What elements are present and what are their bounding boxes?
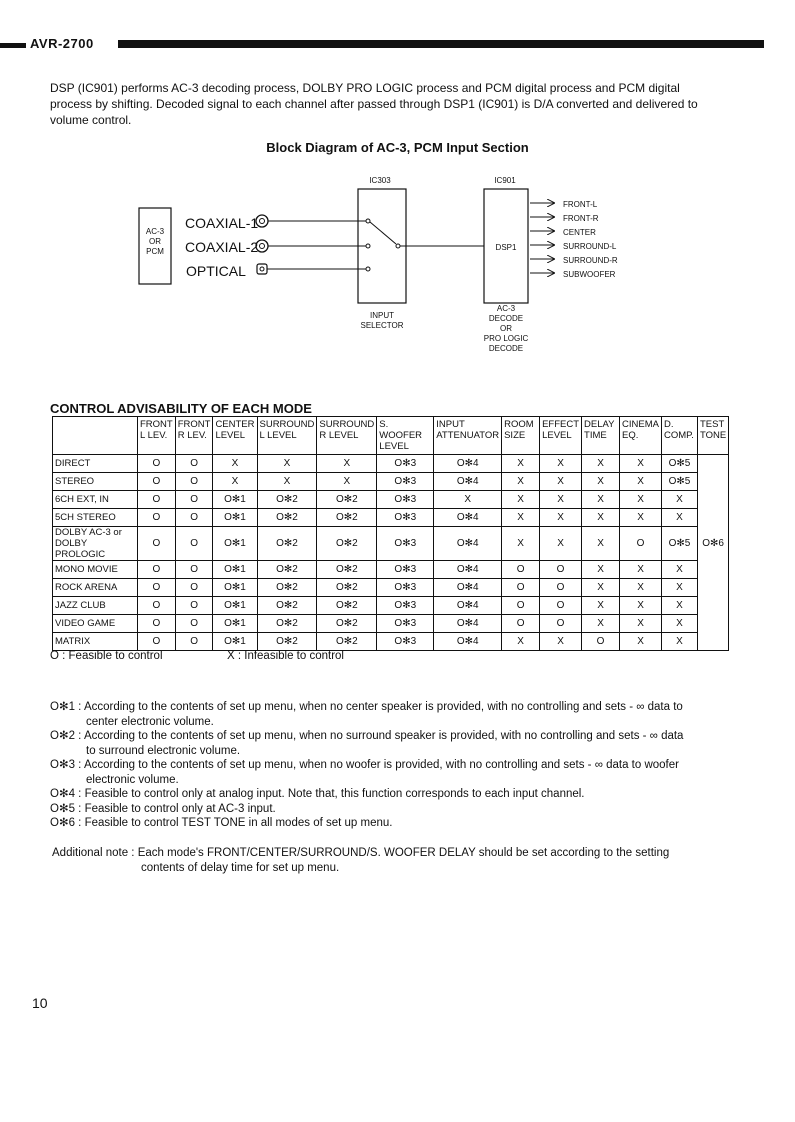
table-cell: X [540, 509, 582, 527]
table-cell: O✻3 [377, 579, 434, 597]
table-cell: O✻2 [317, 509, 377, 527]
decode-label-1: AC-3 [496, 304, 516, 313]
table-row [53, 615, 729, 633]
legend-infeasible: X : Infeasible to control [227, 650, 344, 662]
table-row [53, 491, 729, 509]
input-label-coaxial-1: COAXIAL-1 [185, 215, 259, 231]
table-cell: X [213, 473, 257, 491]
table-cell: X [620, 633, 662, 651]
table-cell: O [175, 633, 213, 651]
table-cell: O✻2 [317, 527, 377, 561]
test-tone-cell [698, 473, 729, 491]
source-line-3: PCM [146, 247, 164, 256]
table-cell: O✻2 [257, 615, 317, 633]
mode-name: DOLBY AC-3 or DOLBY PROLOGIC [53, 527, 138, 561]
table-cell: O [175, 597, 213, 615]
table-cell: O [138, 527, 176, 561]
header-cell: SURROUND L LEVEL [257, 417, 317, 455]
table-cell: O [138, 615, 176, 633]
table-header-row [53, 417, 729, 455]
table-cell: O [138, 509, 176, 527]
output-subwoofer: SUBWOOFER [563, 270, 616, 279]
table-cell: X [620, 491, 662, 509]
table-cell: O✻2 [257, 561, 317, 579]
test-tone-cell [698, 491, 729, 509]
table-cell: O✻2 [317, 561, 377, 579]
table-cell: O✻3 [377, 633, 434, 651]
table-cell: O✻4 [434, 597, 502, 615]
table-cell: O [175, 473, 213, 491]
footnote: O✻4 : Feasible to control only at analog input. Note that, this function corresponds to each input channel. [50, 788, 585, 800]
test-tone-cell [698, 597, 729, 615]
table-cell: X [620, 597, 662, 615]
table-cell: X [582, 491, 620, 509]
table-cell: O✻1 [213, 491, 257, 509]
table-cell: O✻5 [662, 455, 698, 473]
table-cell: O✻2 [257, 597, 317, 615]
table-row [53, 509, 729, 527]
table-cell: O✻5 [662, 473, 698, 491]
table-cell: X [502, 527, 540, 561]
table-cell: O [540, 579, 582, 597]
footnote: O✻6 : Feasible to control TEST TONE in all modes of set up menu. [50, 817, 393, 829]
table-cell: X [662, 615, 698, 633]
mode-name: MONO MOVIE [53, 561, 138, 579]
mode-name: 5CH STEREO [53, 509, 138, 527]
legend-feasible: O : Feasible to control [50, 650, 163, 662]
table-cell: O [138, 597, 176, 615]
header-cell: CENTER LEVEL [213, 417, 257, 455]
table-cell: O✻4 [434, 527, 502, 561]
table-cell: O✻3 [377, 615, 434, 633]
input-label-optical: OPTICAL [186, 263, 246, 279]
table-cell: O✻2 [317, 597, 377, 615]
additional-note [52, 846, 742, 876]
table-cell: O [502, 561, 540, 579]
footnote: O✻1 : According to the contents of set up menu, when no center speaker is provided, with no controlling and sets - ∞ data to center electronic volume. [50, 701, 683, 728]
table-cell: O✻2 [317, 491, 377, 509]
table-cell: X [582, 561, 620, 579]
mode-name: MATRIX [53, 633, 138, 651]
test-tone-cell [698, 561, 729, 579]
page-number: 10 [32, 995, 48, 1011]
table-cell: O [540, 561, 582, 579]
table-cell: X [662, 509, 698, 527]
table-cell: O✻4 [434, 579, 502, 597]
header-bar-left [0, 43, 26, 48]
table-cell: X [317, 455, 377, 473]
table-cell: O [175, 491, 213, 509]
table-cell: O [502, 579, 540, 597]
table-cell: X [317, 473, 377, 491]
table-cell: X [662, 491, 698, 509]
table-cell: X [582, 509, 620, 527]
table-cell: O✻1 [213, 561, 257, 579]
table-cell: O✻2 [257, 527, 317, 561]
table-cell: O✻3 [377, 509, 434, 527]
output-surround-r: SURROUND-R [563, 256, 618, 265]
header-cell: S. WOOFER LEVEL [377, 417, 434, 455]
table-cell: X [502, 491, 540, 509]
table-cell: X [502, 509, 540, 527]
footnotes [50, 700, 730, 831]
ic303-label: IC303 [369, 176, 391, 185]
intro-paragraph: DSP (IC901) performs AC-3 decoding process, DOLBY PRO LOGIC process and PCM digital process and PCM digital process by shifting. Decoded signal to each channel after passed through DSP1 (IC901) is D/A converted and delivered to volume control. [50, 81, 698, 127]
table-cell: O✻2 [257, 491, 317, 509]
source-box [139, 208, 171, 284]
table-cell: X [540, 527, 582, 561]
source-line-2: OR [149, 237, 161, 246]
table-cell: X [502, 633, 540, 651]
mode-name: ROCK ARENA [53, 579, 138, 597]
table-row [53, 455, 729, 473]
header-cell: EFFECT LEVEL [540, 417, 582, 455]
table-cell: X [662, 561, 698, 579]
table-cell: O✻1 [213, 597, 257, 615]
header-blank [53, 417, 138, 455]
table-cell: O [138, 473, 176, 491]
table-cell: O✻4 [434, 455, 502, 473]
footnote: O✻5 : Feasible to control only at AC-3 input. [50, 802, 276, 815]
table-cell: O [138, 633, 176, 651]
dsp-label: DSP1 [495, 243, 517, 252]
table-cell: X [257, 455, 317, 473]
table-cell: O✻2 [257, 509, 317, 527]
mode-name: JAZZ CLUB [53, 597, 138, 615]
diagram-title: Block Diagram of AC-3, PCM Input Section [266, 140, 529, 155]
table-cell: X [582, 527, 620, 561]
table-cell: X [620, 509, 662, 527]
table-cell: X [582, 579, 620, 597]
footnote: O✻2 : According to the contents of set up menu, when no surround speaker is provided, with no controlling and sets - ∞ data to surround electronic volume. [50, 730, 684, 757]
table-cell: X [434, 491, 502, 509]
table-cell: O✻4 [434, 615, 502, 633]
header-cell: TEST TONE [698, 417, 729, 455]
table-cell: O [138, 579, 176, 597]
table-cell: O✻4 [434, 633, 502, 651]
mode-name: VIDEO GAME [53, 615, 138, 633]
table-row [53, 579, 729, 597]
table-cell: O✻1 [213, 527, 257, 561]
table-cell: X [540, 473, 582, 491]
table-cell: X [540, 491, 582, 509]
footnote: O✻3 : According to the contents of set up menu, when no woofer is provided, with no controlling and sets - ∞ data to woofer electronic volume. [50, 759, 679, 786]
test-tone-cell [698, 509, 729, 527]
output-surround-l: SURROUND-L [563, 242, 617, 251]
table-cell: X [620, 561, 662, 579]
table-cell: X [582, 473, 620, 491]
decode-label-3: OR [500, 324, 512, 333]
table-cell: O [540, 615, 582, 633]
table-cell: O [582, 633, 620, 651]
table-cell: O [620, 527, 662, 561]
table-cell: O✻3 [377, 561, 434, 579]
header-cell: INPUT ATTENUATOR [434, 417, 502, 455]
mode-name: DIRECT [53, 455, 138, 473]
optical-jack-icon [257, 264, 267, 274]
table-cell: O [540, 597, 582, 615]
table-cell: X [662, 597, 698, 615]
table-cell: O✻2 [257, 579, 317, 597]
table-cell: O [138, 561, 176, 579]
table-cell: O✻1 [213, 509, 257, 527]
additional-note-line1: Each mode's FRONT/CENTER/SURROUND/S. WOOFER DELAY should be set according to the setting [137, 847, 670, 859]
test-tone-cell [698, 633, 729, 651]
table-cell: O [175, 527, 213, 561]
table-cell: O [138, 455, 176, 473]
table-title: CONTROL ADVISABILITY OF EACH MODE [50, 401, 312, 416]
table-cell: X [582, 597, 620, 615]
decode-label-2: DECODE [488, 314, 524, 323]
output-front-r: FRONT-R [563, 214, 599, 223]
table-cell: X [662, 633, 698, 651]
table-cell: X [257, 473, 317, 491]
table-cell: O✻5 [662, 527, 698, 561]
table-cell: O [175, 561, 213, 579]
model-title: AVR-2700 [30, 36, 94, 51]
table-cell: X [662, 579, 698, 597]
output-center: CENTER [563, 228, 596, 237]
table-cell: O✻2 [257, 633, 317, 651]
header-bar-right [118, 40, 764, 48]
table-cell: O [502, 615, 540, 633]
table-cell: O✻4 [434, 509, 502, 527]
table-cell: O [175, 615, 213, 633]
table-cell: O [175, 455, 213, 473]
table-cell: X [620, 473, 662, 491]
additional-note-label: Additional note : [52, 847, 135, 859]
table-cell: O [138, 491, 176, 509]
table-cell: O✻4 [434, 473, 502, 491]
input-label-coaxial-2: COAXIAL-2 [185, 239, 259, 255]
decode-label-5: DECODE [488, 344, 524, 353]
mode-name: 6CH EXT, IN [53, 491, 138, 509]
additional-note-line2: contents of delay time for set up menu. [141, 862, 340, 874]
table-cell: O✻3 [377, 455, 434, 473]
test-tone-cell: O✻6 [698, 527, 729, 561]
table-cell: X [620, 455, 662, 473]
table-cell: X [620, 615, 662, 633]
table-cell: O✻2 [317, 615, 377, 633]
table-cell: O✻3 [377, 491, 434, 509]
table-cell: X [582, 455, 620, 473]
header-cell: FRONT L LEV. [138, 417, 176, 455]
table-row [53, 597, 729, 615]
table-cell: O✻1 [213, 633, 257, 651]
test-tone-cell [698, 455, 729, 473]
table-cell: O✻1 [213, 615, 257, 633]
table-cell: X [620, 579, 662, 597]
header-cell: FRONT R LEV. [175, 417, 213, 455]
selector-label-1: INPUT [370, 311, 394, 320]
table-cell: X [582, 615, 620, 633]
table-cell: O✻2 [317, 633, 377, 651]
table-cell: O✻1 [213, 579, 257, 597]
table-row [53, 473, 729, 491]
header-cell: ROOM SIZE [502, 417, 540, 455]
header-cell: DELAY TIME [582, 417, 620, 455]
table-cell: X [502, 473, 540, 491]
source-line-1: AC-3 [145, 227, 165, 236]
table-cell: O [502, 597, 540, 615]
block-diagram [0, 160, 795, 370]
control-advisability-table [52, 416, 729, 651]
output-front-l: FRONT-L [563, 200, 598, 209]
ic901-label: IC901 [494, 176, 516, 185]
header-cell: D. COMP. [662, 417, 698, 455]
table-cell: O✻3 [377, 597, 434, 615]
table-cell: X [540, 633, 582, 651]
table-cell: O [175, 509, 213, 527]
table-row [53, 561, 729, 579]
table-cell: O✻2 [317, 579, 377, 597]
table-cell: O✻4 [434, 561, 502, 579]
header-cell: SURROUND R LEVEL [317, 417, 377, 455]
table-cell: O [175, 579, 213, 597]
selector-label-2: SELECTOR [360, 321, 404, 330]
test-tone-cell [698, 579, 729, 597]
table-cell: X [213, 455, 257, 473]
table-cell: X [540, 455, 582, 473]
table-row [53, 633, 729, 651]
table-cell: O✻3 [377, 527, 434, 561]
header-cell: CINEMA EQ. [620, 417, 662, 455]
table-row [53, 527, 729, 561]
table-cell: O✻3 [377, 473, 434, 491]
decode-label-4: PRO LOGIC [483, 334, 529, 343]
mode-name: STEREO [53, 473, 138, 491]
test-tone-cell [698, 615, 729, 633]
table-cell: X [502, 455, 540, 473]
output-arrows [530, 203, 554, 273]
